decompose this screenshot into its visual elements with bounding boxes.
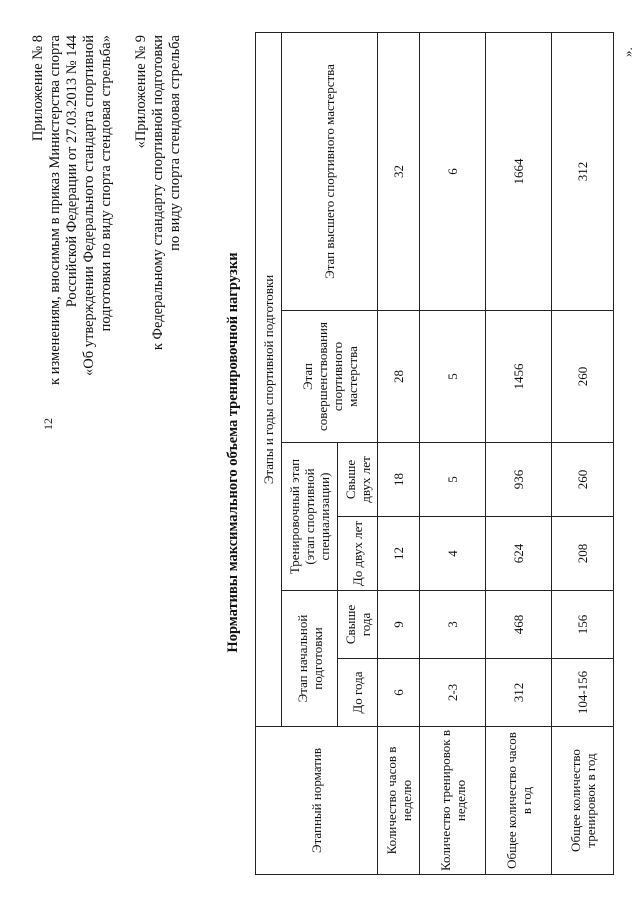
value-cell: 5: [420, 443, 486, 517]
value-cell: 468: [486, 591, 552, 659]
value-cell: 9: [378, 591, 420, 659]
value-cell: 312: [552, 32, 614, 310]
value-cell: 5: [420, 311, 486, 443]
closing-quote: ».: [620, 47, 635, 57]
value-cell: 156: [552, 591, 614, 659]
value-cell: 1456: [486, 311, 552, 443]
value-cell: 104-156: [552, 659, 614, 727]
document-title: Нормативы максимального объема тренировочной нагрузки: [225, 252, 241, 653]
header-training-stage: Тренировочный этап (этап спортивной специализации): [282, 443, 338, 591]
subheader-cell: Свыше года: [338, 591, 378, 659]
value-cell: 6: [378, 659, 420, 727]
value-cell: 28: [378, 311, 420, 443]
appendix-8-line-4: «Об утверждении Федерального стандарта спортивной: [81, 35, 97, 376]
value-cell: 6: [420, 32, 486, 310]
value-cell: 3: [420, 591, 486, 659]
value-cell: 208: [552, 517, 614, 591]
subheader-cell: Свыше двух лет: [338, 443, 378, 517]
value-cell: 624: [486, 517, 552, 591]
value-cell: 1664: [486, 32, 552, 310]
row-label: Количество тренировок в неделю: [420, 727, 486, 875]
value-cell: 936: [486, 443, 552, 517]
appendix-9-line-1: «Приложение № 9: [133, 35, 149, 149]
value-cell: 260: [552, 443, 614, 517]
appendix-9-line-2: к Федеральному стандарту спортивной подготовки: [150, 35, 166, 351]
appendix-8-line-2: к изменениям, вносимым в приказ Министерства спорта: [47, 35, 63, 385]
value-cell: 4: [420, 517, 486, 591]
appendix-8-header: [30, 35, 115, 385]
header-stages-years: Этапы и годы спортивной подготовки: [256, 32, 282, 726]
header-improvement-stage: Этап совершенствования спортивного мастерства: [282, 311, 378, 443]
appendix-8-line-3: Российской Федерации от 27.03.2013 № 144: [64, 35, 80, 308]
training-load-table: [255, 32, 614, 875]
row-label: Общее количество часов в год: [486, 727, 552, 875]
value-cell: 18: [378, 443, 420, 517]
value-cell: 312: [486, 659, 552, 727]
subheader-cell: До двух лет: [338, 517, 378, 591]
value-cell: 2-3: [420, 659, 486, 727]
table-row: [486, 32, 552, 874]
value-cell: 260: [552, 311, 614, 443]
table-row: [378, 32, 420, 874]
appendix-8-line-5: подготовки по виду спорта стендовая стрельба»: [98, 35, 114, 332]
value-cell: 12: [378, 517, 420, 591]
header-higher-stage: Этап высшего спортивного мастерства: [282, 32, 378, 310]
header-norm: Этапный норматив: [256, 727, 378, 875]
page-number: 12: [41, 418, 55, 430]
header-initial-stage: Этап начальной подготовки: [282, 591, 338, 727]
subheader-cell: До года: [338, 659, 378, 727]
appendix-8-line-1: Приложение № 8: [30, 35, 46, 142]
appendix-9-line-3: по виду спорта стендовая стрельба: [167, 35, 183, 251]
row-label: Количество часов в неделю: [378, 727, 420, 875]
table-row: [552, 32, 614, 874]
appendix-9-header: [133, 35, 184, 350]
value-cell: 32: [378, 32, 420, 310]
table-row: [420, 32, 486, 874]
row-label: Общее количество тренировок в год: [552, 727, 614, 875]
